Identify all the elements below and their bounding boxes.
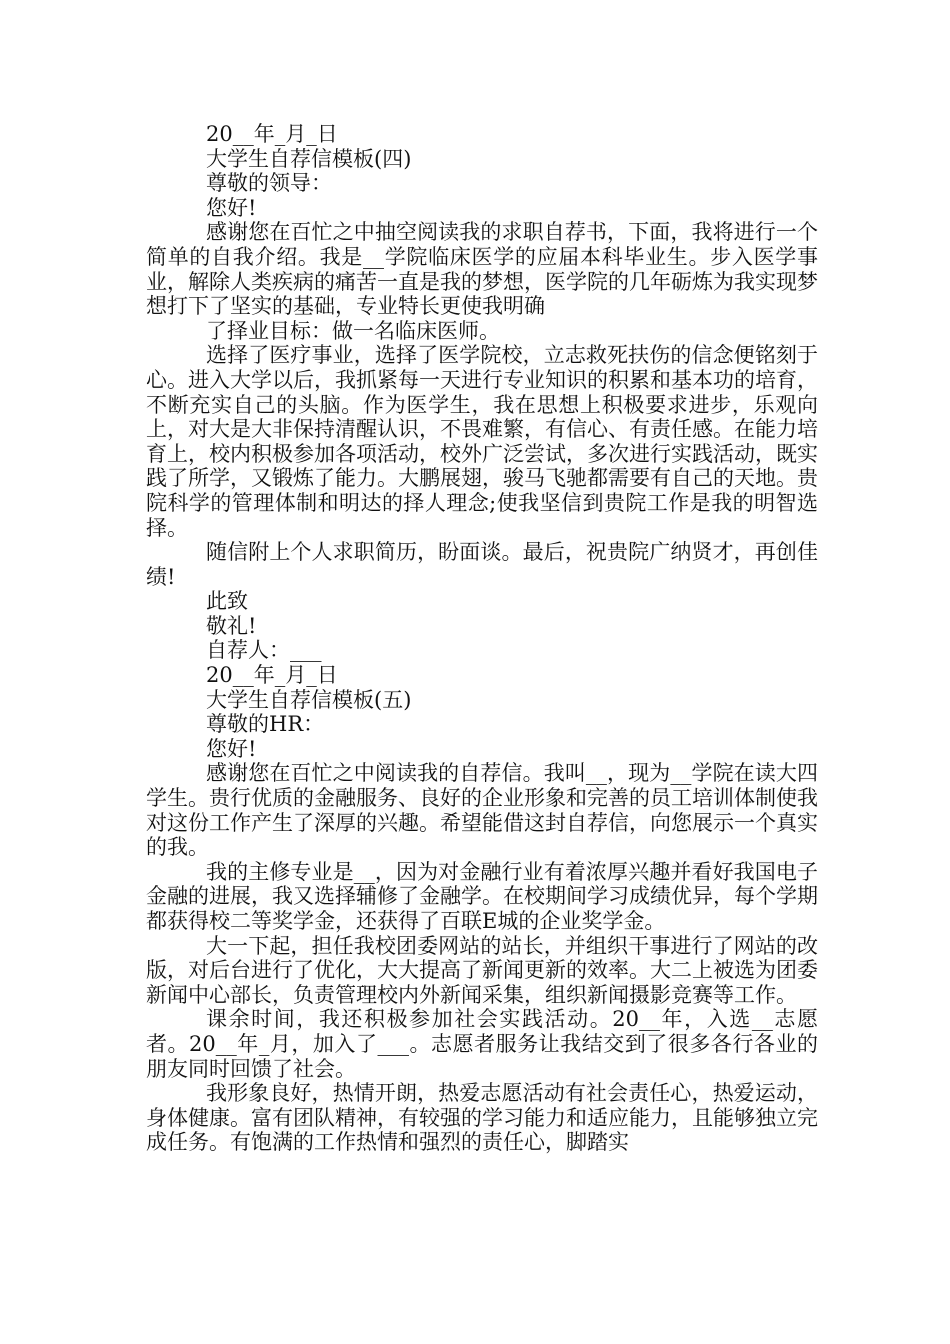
greeting: 您好! xyxy=(206,195,257,220)
salutation: 尊敬的HR： xyxy=(206,712,325,737)
date-line: 20__年_月_日 xyxy=(206,122,338,146)
body-paragraph: 我形象良好，热情开朗，热爱志愿活动有社会责任心，热爱运动，身体健康。富有团队精神，有较强的学习能力和适应能力，且能够独立完成任务。有饱满的工作热情和强烈的责任心，脚踏实 xyxy=(146,1081,818,1155)
body-paragraph: 感谢您在百忙之中抽空阅读我的求职自荐书，下面，我将进行一个简单的自我介绍。我是__学院临床医学的应届本科毕业生。步入医学事业，解除人类疾病的痛苦一直是我的梦想，医学院的几年砺炼为我实现梦想打下了坚实的基础，专业特长更使我明确 xyxy=(146,220,818,319)
body-paragraph: 感谢您在百忙之中阅读我的自荐信。我叫__，现为__学院在读大四学生。贵行优质的金融服务、良好的企业形象和完善的员工培训体制使我对这份工作产生了深厚的兴趣。希望能借这封自荐信，向您展示一个真实的我。 xyxy=(146,761,818,860)
letter-title-4: 大学生自荐信模板(四) xyxy=(206,146,412,171)
body-paragraph: 我的主修专业是__，因为对金融行业有着浓厚兴趣并看好我国电子金融的进展，我又选择辅修了金融学。在校期间学习成绩优异，每个学期都获得校二等奖学金，还获得了百联E城的企业奖学金。 xyxy=(146,859,818,933)
signature-line: 自荐人：___ xyxy=(206,638,322,663)
letter-title-5: 大学生自荐信模板(五) xyxy=(206,687,412,712)
closing-salute: 敬礼! xyxy=(206,613,257,638)
greeting: 您好! xyxy=(206,736,257,761)
body-paragraph: 选择了医疗事业，选择了医学院校，立志救死扶伤的信念便铭刻于心。进入大学以后，我抓紧每一天进行专业知识的积累和基本功的培育，不断充实自己的头脑。作为医学生，我在思想上积极要求进步，乐观向上，对大是大非保持清醒认识，不畏难繁，有信心、有责任感。在能力培育上，校内积极参加各项活动，校外广泛尝试，多次进行实践活动，既实践了所学，又锻炼了能力。大鹏展翅，骏马飞驰都需要有自己的天地。贵院科学的管理体制和明达的择人理念;使我坚信到贵院工作是我的明智选择。 xyxy=(146,343,818,540)
document-page xyxy=(146,122,818,1155)
body-paragraph: 大一下起，担任我校团委网站的站长，并组织干事进行了网站的改版，对后台进行了优化，大大提高了新闻更新的效率。大二上被选为团委新闻中心部长，负责管理校内外新闻采集，组织新闻摄影竞赛等工作。 xyxy=(146,933,818,1007)
salutation: 尊敬的领导： xyxy=(206,171,332,196)
closing-line: 此致 xyxy=(206,589,248,614)
date-line: 20__年_月_日 xyxy=(206,663,338,688)
body-line: 了择业目标：做一名临床医师。 xyxy=(206,318,500,343)
body-paragraph: 课余时间，我还积极参加社会实践活动。20__年，入选__志愿者。20__年_月，加入了___。志愿者服务让我结交到了很多各行各业的朋友同时回馈了社会。 xyxy=(146,1007,818,1081)
body-paragraph: 随信附上个人求职简历，盼面谈。最后，祝贵院广纳贤才，再创佳绩! xyxy=(146,540,818,589)
